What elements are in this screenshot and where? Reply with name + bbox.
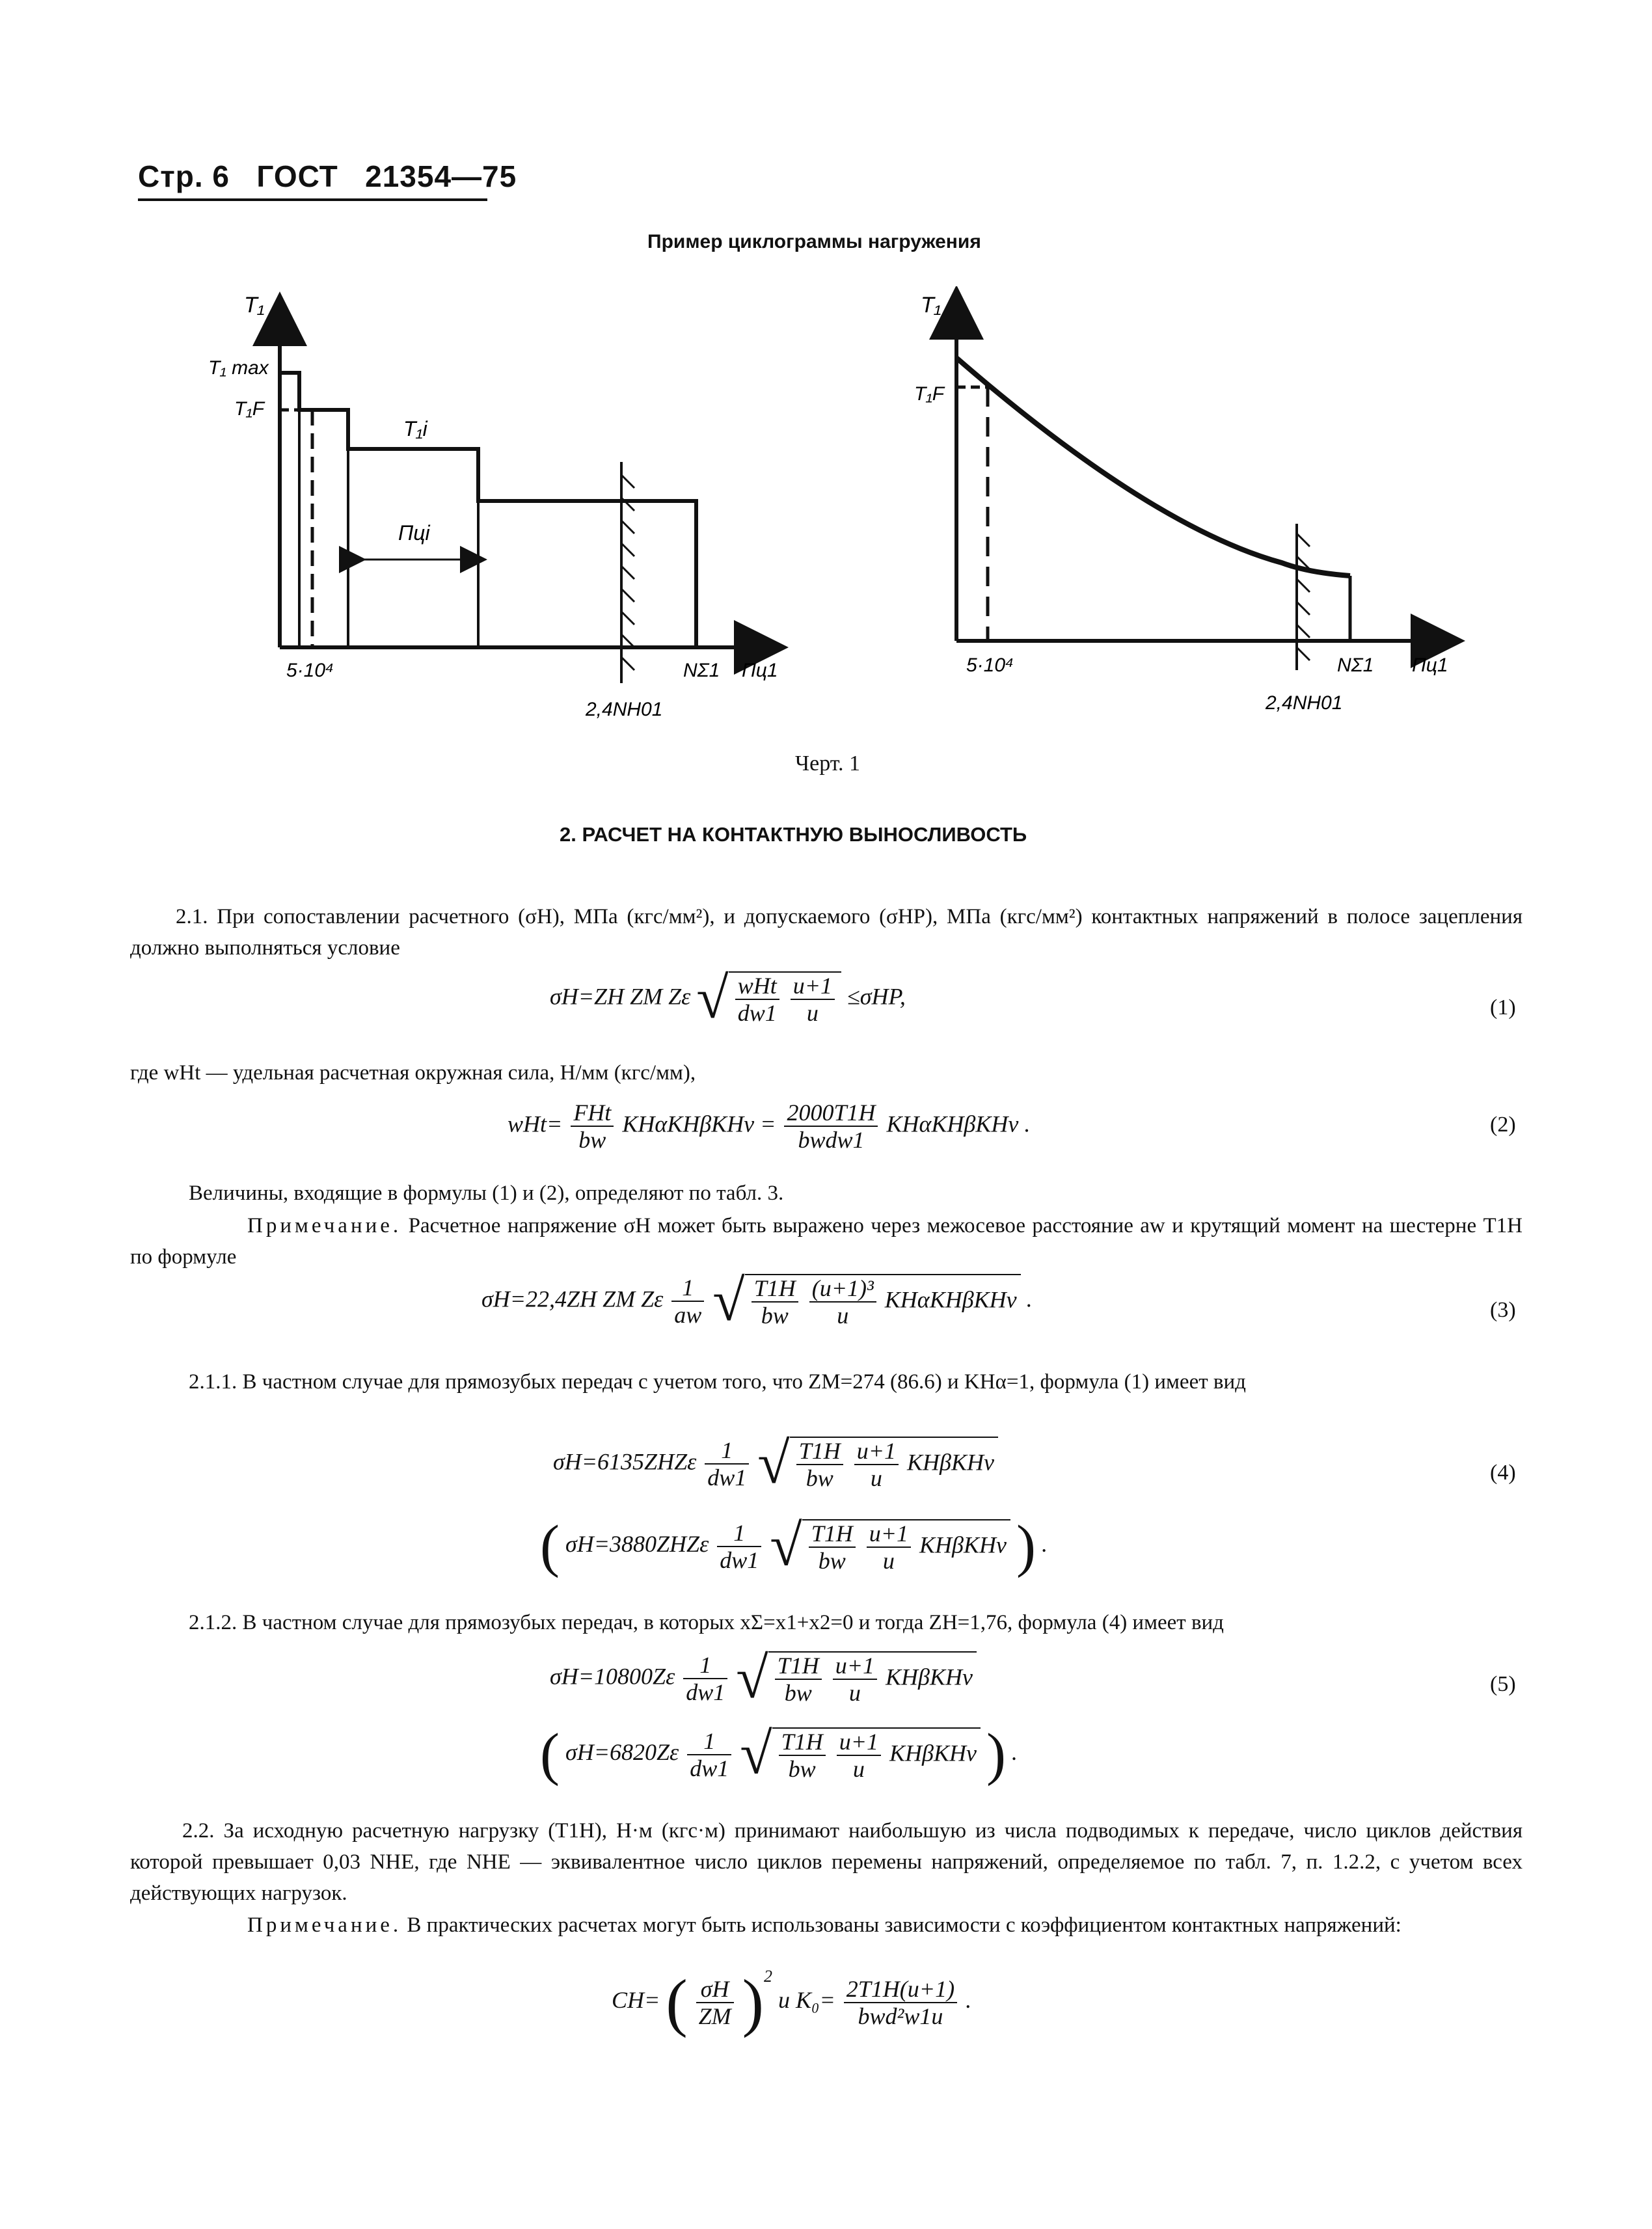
right-x-label: Пц1 xyxy=(1412,655,1448,676)
formula-6: CH= ( $\frac{\sigma H}{ZM}$ )$^2$ и K₀= $\frac{2T1H(u+1)}{\text{bwd²w1u}}$ . xyxy=(612,1966,972,2038)
standard-label: ГОСТ xyxy=(256,159,338,193)
f3-num1: T1H xyxy=(752,1275,798,1303)
f6-num2: 2T1H(u+1) xyxy=(844,1976,957,2003)
note-1-word: Примечание. xyxy=(247,1214,402,1237)
f5-den2: u xyxy=(848,1680,861,1706)
f6-den1: ZM xyxy=(698,2003,731,2029)
left-x-label: Пц1 xyxy=(742,660,778,681)
note-1 xyxy=(130,1210,1523,1273)
f4b-den1: bw xyxy=(818,1547,846,1574)
f1-lhs: σH=ZH ZM Zε xyxy=(550,983,691,1010)
f4b-num1: T1H xyxy=(809,1520,856,1548)
right-cyclogram xyxy=(878,286,1496,755)
right-nsum-label: NΣ1 xyxy=(1337,655,1374,676)
formula-4b: ( σH=3880ZHZε $\frac{1}{dw1}$ √ $\frac{T1H}{bw}$ $\frac{u+1}{u}$ KHβKHv ) . xyxy=(540,1513,1048,1578)
f6-and: и K₀= xyxy=(778,1986,835,2013)
formula-1-number: (1) xyxy=(1490,995,1516,1020)
f4-den1: bw xyxy=(806,1465,833,1491)
f2-num1: FHt xyxy=(571,1100,614,1127)
f5-num0: 1 xyxy=(683,1652,727,1679)
left-y-label: T₁ xyxy=(244,293,265,317)
f1-num1: wHt xyxy=(735,973,779,1000)
left-nsum-label: NΣ1 xyxy=(683,660,720,681)
paragraph-2-1: 2.1. При сопоставлении расчетного (σH), МПа (кгс/мм²), и допускаемого (σHP), МПа (кгс/мм²) контактных напряжений в полосе зацепления должно выполняться условие xyxy=(130,905,1523,960)
f2-rhs: KHαKHβKHv . xyxy=(886,1111,1031,1137)
f5b-den2: u xyxy=(852,1755,865,1782)
left-tmax-label: T₁ max xyxy=(208,357,269,379)
f5-num2: u+1 xyxy=(833,1653,877,1680)
where-wht: где wHt — удельная расчетная окружная сила, Н/мм (кгс/мм), xyxy=(130,1061,696,1085)
f4b-num0: 1 xyxy=(717,1520,761,1547)
f4b-lhs: σH=3880ZHZε xyxy=(565,1530,709,1557)
f6-lhs: CH= xyxy=(612,1986,660,2013)
values-line: Величины, входящие в формулы (1) и (2), определяют по табл. 3. xyxy=(189,1182,784,1205)
formula-5-number: (5) xyxy=(1490,1672,1516,1696)
f3-tail: . xyxy=(1026,1286,1033,1312)
paragraph-2-1-1: 2.1.1. В частном случае для прямозубых передач с учетом того, что ZM=274 (86.6) и KHα=1, формула (1) имеет вид xyxy=(189,1370,1246,1394)
f3-rhs: KHαKHβKHv xyxy=(884,1286,1017,1313)
f5-num1: T1H xyxy=(775,1653,822,1680)
f4b-num2: u+1 xyxy=(867,1520,911,1548)
f5-den0: dw1 xyxy=(686,1679,725,1705)
f5-rhs: KHβKHv xyxy=(886,1664,973,1690)
f4-num2: u+1 xyxy=(854,1438,899,1465)
f4b-den0: dw1 xyxy=(720,1547,759,1573)
left-nci-label: Пцi xyxy=(398,521,430,545)
right-nh-label: 2,4NH01 xyxy=(1266,692,1343,714)
f6-den2: bwd²w1u xyxy=(858,2003,943,2029)
f4-num1: T1H xyxy=(796,1438,843,1465)
f6-num1: σH xyxy=(696,1976,734,2003)
f4-rhs: KHβKHv xyxy=(907,1449,994,1476)
f3-den1: bw xyxy=(761,1303,789,1329)
figure-title: Пример циклограммы нагружения xyxy=(647,231,981,252)
formula-1: σH=ZH ZM Zε √ $\frac{\text{wHt}}{dw1}$ $\frac{u+1}{u}$ ≤σHP, xyxy=(550,966,906,1031)
right-load-curve xyxy=(956,358,1350,576)
page-header xyxy=(138,159,517,194)
section-title: 2. РАСЧЕТ НА КОНТАКТНУЮ ВЫНОСЛИВОСТЬ xyxy=(560,823,1027,846)
f4b-rhs: KHβKHv xyxy=(919,1531,1007,1558)
f5b-rhs: KHβKHv xyxy=(889,1739,977,1766)
left-cyclogram xyxy=(189,286,807,755)
f5b-den1: bw xyxy=(788,1755,816,1782)
formula-2-number: (2) xyxy=(1490,1113,1516,1137)
f4-num0: 1 xyxy=(705,1437,749,1465)
note-1-text: Расчетное напряжение σH может быть выражено через межосевое расстояние aw и крутящий момент на шестерне T1H по формуле xyxy=(130,1214,1523,1269)
f1-rhs: ≤σHP, xyxy=(847,983,906,1010)
f5b-num0: 1 xyxy=(687,1728,731,1755)
formula-3-number: (3) xyxy=(1490,1298,1516,1322)
figure-caption: Черт. 1 xyxy=(795,751,861,776)
f2-den1: bw xyxy=(578,1127,606,1153)
formula-4: σH=6135ZHZε $\frac{1}{dw1}$ √ $\frac{T1H}{bw}$ $\frac{u+1}{u}$ KHβKHv xyxy=(553,1435,998,1493)
f6-tail: . xyxy=(966,1986,972,2013)
formula-5: σH=10800Zε $\frac{1}{dw1}$ √ $\frac{T1H}{bw}$ $\frac{u+1}{u}$ KHβKHv xyxy=(550,1649,977,1708)
f5b-tail: . xyxy=(1011,1738,1018,1765)
f6-exp: 2 xyxy=(763,1966,772,1986)
right-xstart-label: 5·10⁴ xyxy=(966,655,1014,676)
f4-lhs: σH=6135ZHZε xyxy=(553,1448,697,1475)
f4-den2: u xyxy=(870,1465,882,1491)
f3-den0: aw xyxy=(674,1302,702,1328)
f5b-num1: T1H xyxy=(779,1729,826,1756)
f3-num0: 1 xyxy=(671,1275,704,1302)
f3-num2: (u+1)³ xyxy=(809,1275,876,1303)
f2-lhs: wHt= xyxy=(508,1111,563,1137)
f2-mid: KHαKHβKHv = xyxy=(622,1111,776,1137)
f2-den2: bwdw1 xyxy=(798,1127,865,1153)
left-ti-label: T₁i xyxy=(403,417,427,440)
f5-lhs: σH=10800Zε xyxy=(550,1663,675,1690)
standard-number: 21354—75 xyxy=(365,159,517,193)
f3-den2: u xyxy=(837,1303,849,1329)
formula-5b: ( σH=6820Zε $\frac{1}{dw1}$ √ $\frac{T1H}{bw}$ $\frac{u+1}{u}$ KHβKHv ) . xyxy=(540,1722,1018,1787)
paragraph-2-1-2: 2.1.2. В частном случае для прямозубых передач, в которых xΣ=x1+x2=0 и тогда ZH=1,76, формула (4) имеет вид xyxy=(189,1611,1224,1634)
f5-den1: bw xyxy=(784,1680,812,1706)
f5b-num2: u+1 xyxy=(837,1729,881,1756)
right-tf-label: T₁F xyxy=(914,383,945,405)
f1-den2: u xyxy=(806,1000,819,1026)
f4b-tail: . xyxy=(1041,1530,1048,1557)
f1-den1: dw1 xyxy=(737,1000,777,1026)
header-underline xyxy=(138,198,487,201)
left-xstart-label: 5·10⁴ xyxy=(286,660,334,681)
f5b-den0: dw1 xyxy=(690,1755,729,1781)
note-2 xyxy=(182,1910,1523,1941)
note-2-text: В практических расчетах могут быть использованы зависимости с коэффициентом контактных напряжений: xyxy=(407,1913,1401,1937)
right-y-label: T₁ xyxy=(921,293,941,317)
paragraph-2-2: 2.2. За исходную расчетную нагрузку (T1H), Н·м (кгс·м) принимают наибольшую из числа подводимых к передаче, число циклов действия которой превышает 0,03 NHE, где NHE — эквивалентное число циклов перемены напряжений, определяемое по табл. 7, п. 1.2.2, с учетом всех действующих нагрузок. xyxy=(130,1819,1523,1905)
f5b-lhs: σH=6820Zε xyxy=(565,1738,679,1765)
note-2-word: Примечание. xyxy=(247,1913,402,1937)
formula-2 xyxy=(508,1100,1030,1153)
f2-num2: 2000T1H xyxy=(784,1100,878,1127)
f3-lhs: σH=22,4ZH ZM Zε xyxy=(481,1286,664,1312)
f1-num2: u+1 xyxy=(791,973,835,1000)
formula-4-number: (4) xyxy=(1490,1461,1516,1485)
left-tf-label: T₁F xyxy=(234,398,265,420)
formula-3: σH=22,4ZH ZM Zε $\frac{1}{aw}$ √ $\frac{T1H}{bw}$ $\frac{\text{(u+1)³}}{u}$ KHαKHβKHv . xyxy=(481,1269,1033,1333)
f4b-den2: u xyxy=(882,1547,895,1574)
f4-den0: dw1 xyxy=(707,1465,747,1491)
left-nh-label: 2,4NH01 xyxy=(586,699,663,720)
page-number: Стр. 6 xyxy=(138,159,230,193)
